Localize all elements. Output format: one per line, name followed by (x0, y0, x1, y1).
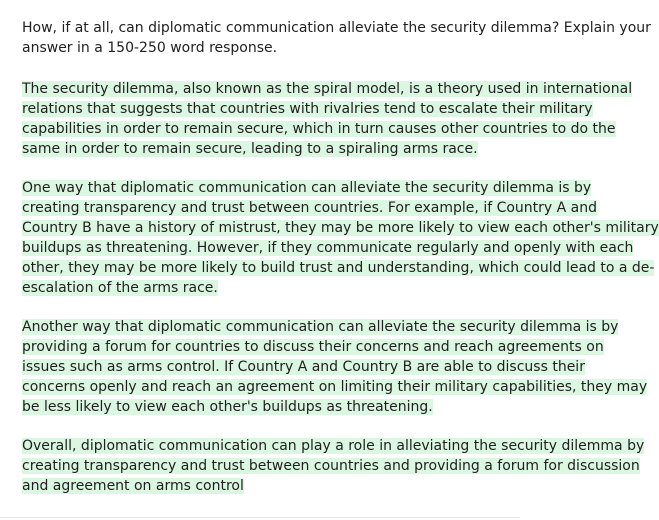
highlighted-line: Another way that diplomatic communication can alleviate the security dilemma is by (22, 319, 619, 335)
highlighted-line: The security dilemma, also known as the spiral model, is a theory used in international (22, 81, 633, 97)
highlighted-line: issues such as arms control. If Country A and Country B are able to discuss their (22, 359, 585, 375)
highlighted-line: One way that diplomatic communication can alleviate the security dilemma is by (22, 180, 592, 196)
highlighted-line: capabilities in order to remain secure, which in turn causes other countries to do the (22, 121, 616, 137)
highlighted-line: Overall, diplomatic communication can play a role in alleviating the security dilemma by (22, 438, 645, 454)
response-paragraph-3 (22, 317, 648, 417)
document-content (22, 18, 659, 515)
highlighted-line: buildups as threatening. However, if they communicate regularly and openly with each (22, 240, 634, 256)
response-paragraph-2 (22, 178, 659, 298)
highlighted-line: creating transparency and trust between countries. For example, if Country A and (22, 200, 598, 216)
highlighted-line: and agreement on arms control (22, 478, 244, 494)
prompt-line: How, if at all, can diplomatic communication alleviate the security dilemma? Explain your (22, 20, 651, 36)
prompt-line: answer in a 150-250 word response. (22, 40, 278, 56)
highlighted-line: relations that suggests that countries with rivalries tend to escalate their military (22, 101, 593, 117)
highlighted-line: escalation of the arms race. (22, 280, 218, 296)
highlighted-line: be less likely to view each other's buildups as threatening. (22, 399, 433, 415)
highlighted-line: providing a forum for countries to discuss their concerns and reach agreements on (22, 339, 604, 355)
highlighted-line: creating transparency and trust between countries and providing a forum for discussion (22, 458, 640, 474)
highlighted-line: concerns openly and reach an agreement on limiting their military capabilities, they may (22, 379, 648, 395)
prompt-text (22, 18, 651, 58)
highlighted-line: other, they may be more likely to build trust and understanding, which could lead to a de- (22, 260, 655, 276)
highlighted-line: same in order to remain secure, leading to a spiraling arms race. (22, 141, 478, 157)
response-paragraph-4 (22, 436, 645, 496)
response-paragraph-1 (22, 79, 633, 159)
bottom-divider (0, 517, 520, 518)
highlighted-line: Country B have a history of mistrust, they may be more likely to view each other's military (22, 220, 659, 236)
